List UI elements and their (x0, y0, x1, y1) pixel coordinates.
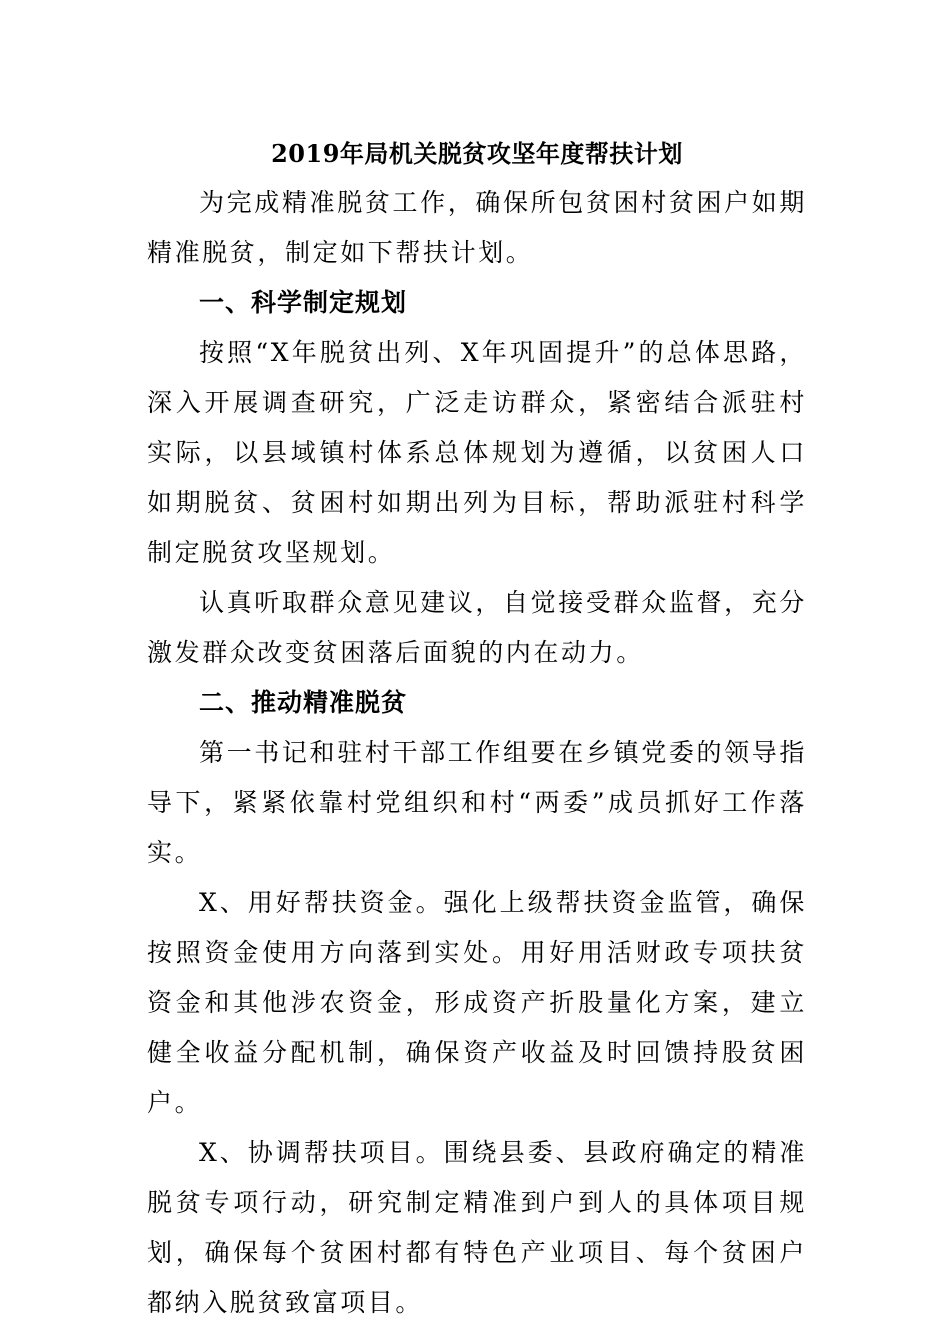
section-1-heading: 一、科学制定规划 (199, 288, 408, 317)
section-1-paragraph-2: 认真听取群众意见建议，自觉接受群众监督，充分激发群众改变贫困落后面貌的内在动力。 (147, 588, 807, 667)
section-2-paragraph-3: X、协调帮扶项目。围绕县委、县政府确定的精准脱贫专项行动，研究制定精准到户到人的具体项目规划，确保每个贫困村都有特色产业项目、每个贫困户都纳入脱贫致富项目。 (147, 1138, 807, 1317)
document-page (147, 130, 807, 1328)
section-2-paragraph-2: X、用好帮扶资金。强化上级帮扶资金监管，确保按照资金使用方向落到实处。用好用活财政专项扶贫资金和其他涉农资金，形成资产折股量化方案，建立健全收益分配机制，确保资产收益及时回馈持股贫困户。 (147, 888, 807, 1117)
section-2-heading: 二、推动精准脱贫 (199, 688, 408, 717)
intro-paragraph: 为完成精准脱贫工作，确保所包贫困村贫困户如期精准脱贫，制定如下帮扶计划。 (147, 188, 807, 267)
document-title: 2019年局机关脱贫攻坚年度帮扶计划 (271, 139, 683, 168)
section-2-paragraph-1: 第一书记和驻村干部工作组要在乡镇党委的领导指导下，紧紧依靠村党组织和村“两委”成员抓好工作落实。 (147, 738, 807, 867)
section-1-paragraph-1: 按照“X年脱贫出列、X年巩固提升”的总体思路，深入开展调查研究，广泛走访群众，紧密结合派驻村实际，以县域镇村体系总体规划为遵循，以贫困人口如期脱贫、贫困村如期出列为目标，帮助派驻村科学制定脱贫攻坚规划。 (147, 338, 807, 567)
